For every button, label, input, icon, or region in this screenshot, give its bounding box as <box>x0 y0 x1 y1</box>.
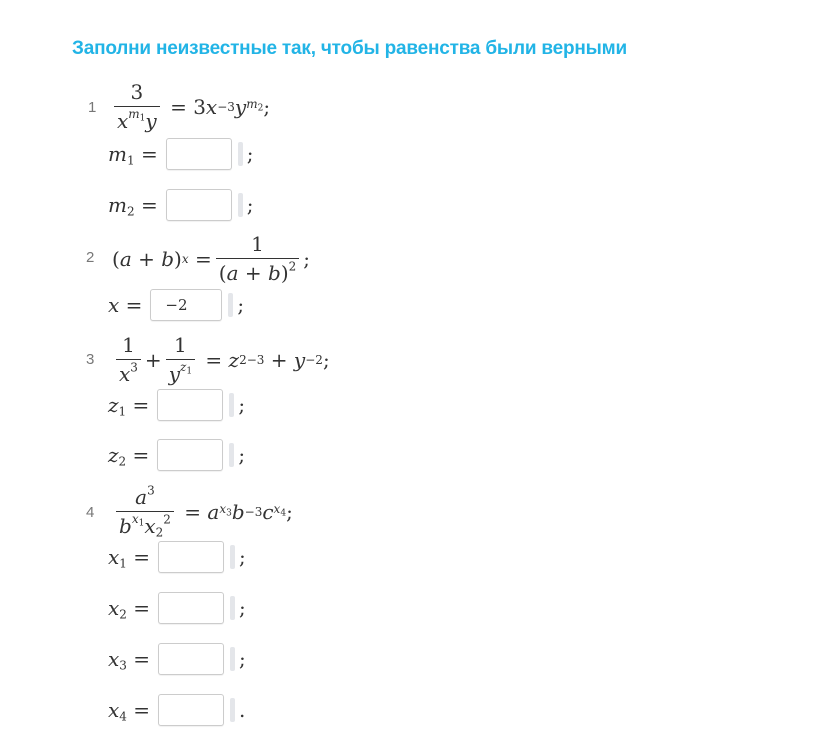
task-title: Заполни неизвестные так, чтобы равенства были верными <box>72 38 628 59</box>
answer-row-z1: $z_1$ = ; <box>108 388 245 422</box>
answer-label-x3: $x_3$ <box>108 647 127 673</box>
answer-row-x: x = −2 ; <box>108 288 244 322</box>
answer-row-m1: $m_1$ = ; <box>108 137 253 171</box>
problem-number-1: 1 <box>88 99 97 116</box>
input-side-bar <box>229 443 234 467</box>
answer-input-z1[interactable] <box>157 389 223 421</box>
answer-row-x3: $x_3$ = ; <box>108 642 246 676</box>
input-side-bar <box>230 698 235 722</box>
answer-row-x4: $x_4$ = . <box>108 693 245 727</box>
problem-number-4: 4 <box>86 504 95 521</box>
answer-label-x1: $x_1$ <box>108 545 127 571</box>
answer-input-m1[interactable] <box>166 138 232 170</box>
input-side-bar <box>229 393 234 417</box>
answer-input-m2[interactable] <box>166 189 232 221</box>
answer-label-x4: $x_4$ <box>108 698 127 724</box>
answer-input-x4[interactable] <box>158 694 224 726</box>
input-side-bar <box>228 293 233 317</box>
answer-label-m1: $m_1$ <box>108 142 135 168</box>
answer-row-x1: $x_1$ = ; <box>108 540 246 574</box>
answer-input-x[interactable]: −2 <box>150 289 222 321</box>
input-side-bar <box>230 545 235 569</box>
input-side-bar <box>230 596 235 620</box>
answer-input-z2[interactable] <box>157 439 223 471</box>
answer-label-m2: $m_2$ <box>108 193 135 219</box>
answer-label-z2: $z_2$ <box>108 443 127 469</box>
answer-label-x2: $x_2$ <box>108 596 127 622</box>
answer-label-x: x <box>108 293 120 317</box>
answer-input-x2[interactable] <box>158 592 224 624</box>
input-side-bar <box>230 647 235 671</box>
equation-1: $\frac{3}{x^{m_1}y}$ = 3 x −3 y $m_2$ ; <box>110 80 270 133</box>
answer-row-z2: $z_2$ = ; <box>108 438 245 472</box>
problem-number-2: 2 <box>86 249 95 266</box>
input-side-bar <box>238 193 243 217</box>
answer-label-z1: $z_1$ <box>108 393 127 419</box>
answer-input-x1[interactable] <box>158 541 224 573</box>
answer-input-x3[interactable] <box>158 643 224 675</box>
equation-2: ( a + b ) x = $\frac{1}{(a + b)^2}$ ; <box>112 232 311 285</box>
answer-row-x2: $x_2$ = ; <box>108 591 246 625</box>
input-side-bar <box>238 142 243 166</box>
answer-row-m2: $m_2$ = ; <box>108 188 253 222</box>
equation-4: $\frac{a^3}{b^{x_1}x_2^2}$ = a $x_3$ b −3 c $x_4$ ; <box>112 485 293 538</box>
equation-3: $\frac{1}{x^3}$ + $\frac{1}{y^{z_1}}$ = z 2 −3 + y −2 ; <box>112 333 330 386</box>
problem-number-3: 3 <box>86 351 95 368</box>
